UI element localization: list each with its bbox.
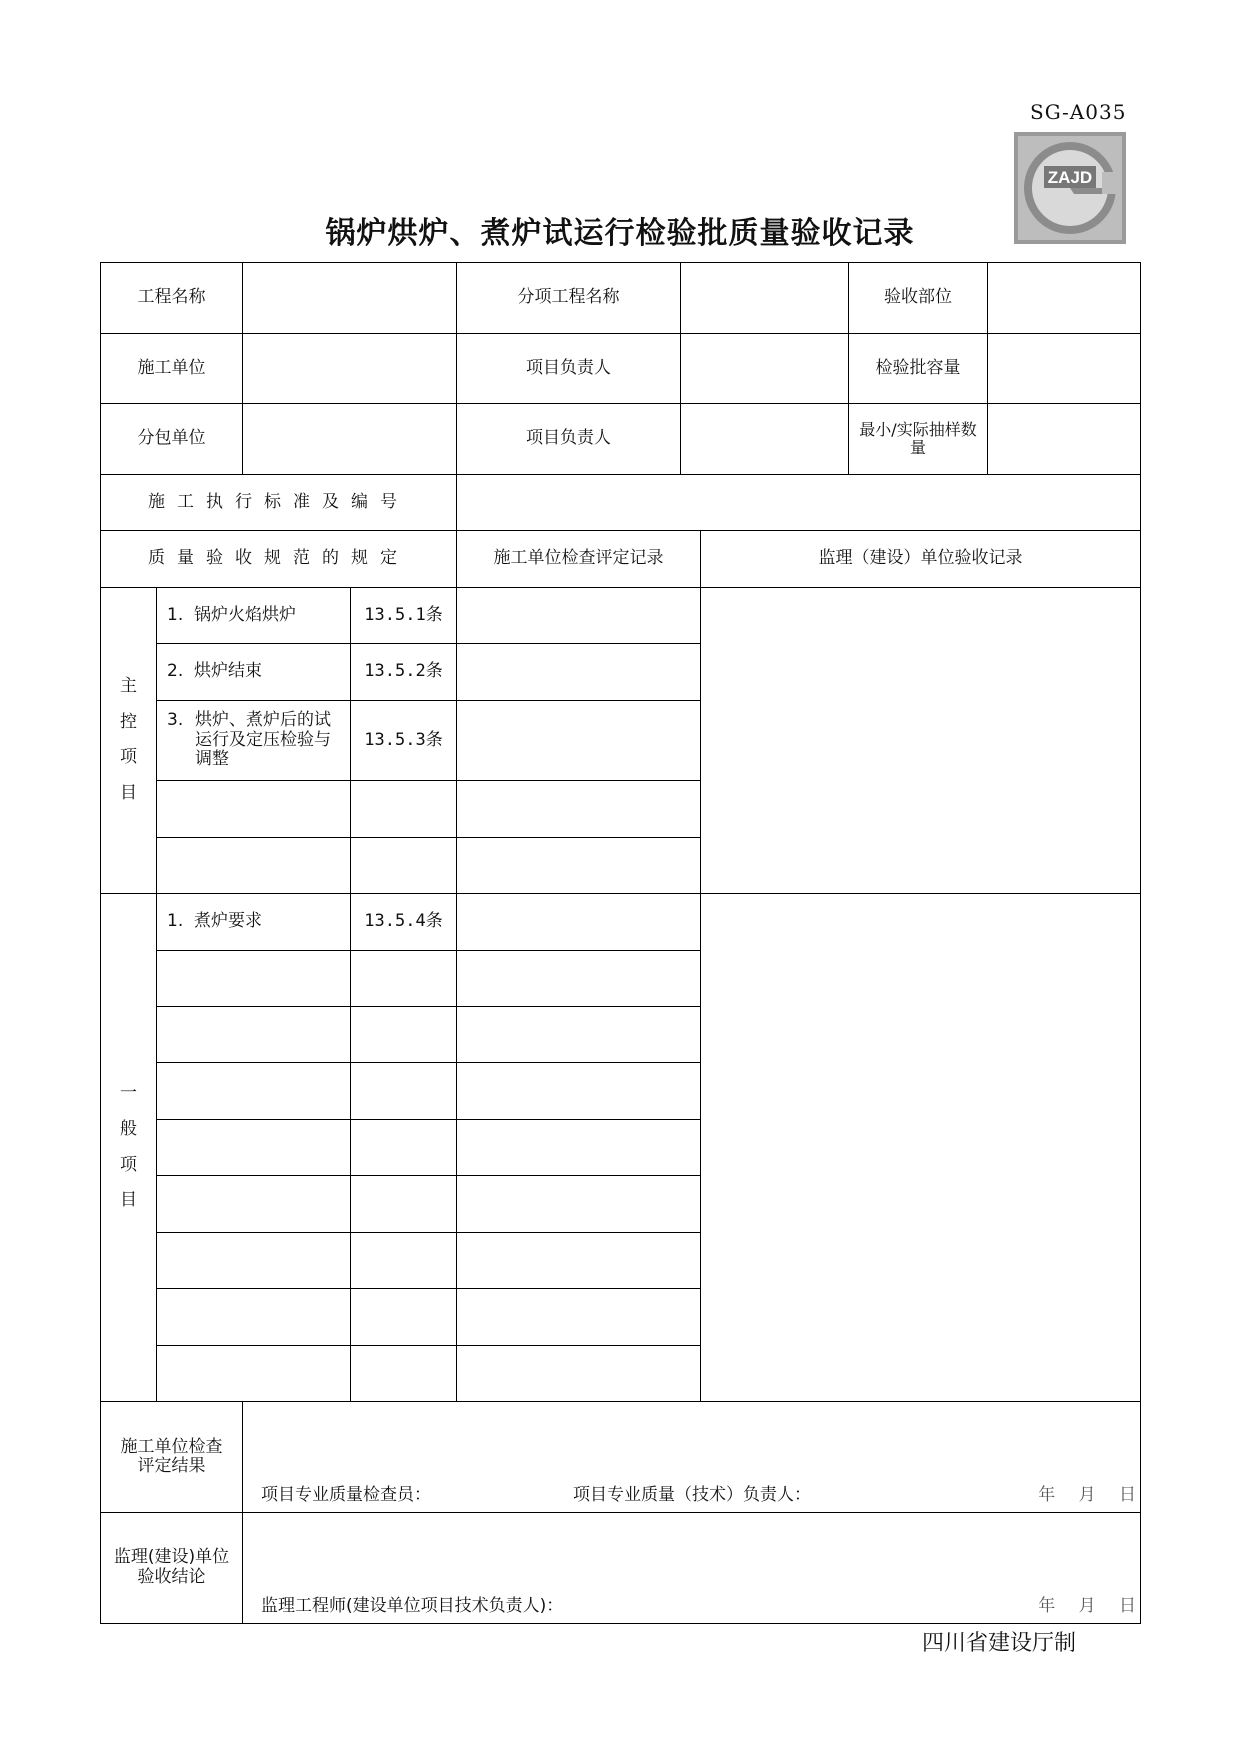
standard-field[interactable] <box>457 474 1141 530</box>
sample-count-cell <box>849 404 1141 475</box>
general-item-empty[interactable] <box>157 1289 351 1345</box>
main-item-empty[interactable] <box>157 781 351 837</box>
project-leader-field-2[interactable] <box>681 404 849 475</box>
general-item-empty-record[interactable] <box>457 1232 701 1288</box>
general-item-empty-record[interactable] <box>457 1289 701 1345</box>
result-label: 施工单位检查评定结果 <box>101 1402 243 1513</box>
subcontract-unit-label: 分包单位 <box>101 404 243 475</box>
subcontract-unit-field[interactable] <box>243 404 457 475</box>
general-item-empty-record[interactable] <box>457 1006 701 1062</box>
main-supervision-record[interactable] <box>701 587 1141 893</box>
standard-label: 施工执行标准及编号 <box>101 474 457 530</box>
general-item-empty-record[interactable] <box>457 1063 701 1119</box>
main-item-3-clause: 13.5.3条 <box>351 700 457 781</box>
general-item-empty-clause[interactable] <box>351 1289 457 1345</box>
main-item-empty-record[interactable] <box>457 781 701 837</box>
general-item-1: 1. 煮炉要求 <box>157 894 351 950</box>
sample-count-label: 最小/实际抽样数量 <box>849 404 988 474</box>
general-item-empty[interactable] <box>157 1232 351 1288</box>
spec-column-header: 质量验收规范的规定 <box>101 531 457 587</box>
main-item-1: 1. 锅炉火焰烘炉 <box>157 587 351 643</box>
acceptance-form <box>100 262 1141 1624</box>
general-item-1-record[interactable] <box>457 894 701 950</box>
logo-text: ZAJD <box>1047 168 1093 187</box>
acceptance-part-cell <box>849 263 1141 334</box>
general-item-empty-record[interactable] <box>457 1119 701 1175</box>
acceptance-part-label: 验收部位 <box>849 263 988 333</box>
main-item-1-record[interactable] <box>457 587 701 643</box>
supervising-engineer-label: 监理工程师(建设单位项目技术负责人)： <box>261 1596 564 1617</box>
general-item-empty-record[interactable] <box>457 950 701 1006</box>
general-item-empty-clause[interactable] <box>351 1119 457 1175</box>
sub-project-field[interactable] <box>681 263 849 334</box>
project-leader-label: 项目负责人 <box>457 333 681 404</box>
doc-code: SG-A035 <box>1030 100 1127 124</box>
main-item-1-clause: 13.5.1条 <box>351 587 457 643</box>
conclusion-field[interactable] <box>243 1513 1141 1624</box>
main-item-3-record[interactable] <box>457 700 701 781</box>
supervision-record-header: 监理（建设）单位验收记录 <box>701 531 1141 587</box>
result-field[interactable] <box>243 1402 1141 1513</box>
result-date: 年 月 日 <box>1038 1485 1136 1506</box>
project-leader-label-2: 项目负责人 <box>457 404 681 475</box>
main-item-empty-clause[interactable] <box>351 837 457 893</box>
general-item-empty-clause[interactable] <box>351 950 457 1006</box>
general-item-empty[interactable] <box>157 950 351 1006</box>
batch-capacity-field[interactable] <box>988 334 1141 404</box>
general-item-empty[interactable] <box>157 1063 351 1119</box>
general-item-empty-record[interactable] <box>457 1345 701 1401</box>
sub-project-label: 分项工程名称 <box>457 263 681 334</box>
main-item-empty-record[interactable] <box>457 837 701 893</box>
general-item-empty[interactable] <box>157 1006 351 1062</box>
general-item-empty-clause[interactable] <box>351 1006 457 1062</box>
quality-leader-label: 项目专业质量（技术）负责人： <box>573 1485 811 1506</box>
general-item-empty-clause[interactable] <box>351 1176 457 1232</box>
general-item-empty-clause[interactable] <box>351 1345 457 1401</box>
main-item-empty[interactable] <box>157 837 351 893</box>
project-name-label: 工程名称 <box>101 263 243 334</box>
general-items-label: 一般项目 <box>101 894 157 1402</box>
main-item-2-clause: 13.5.2条 <box>351 644 457 700</box>
page-title: 锅炉烘炉、煮炉试运行检验批质量验收记录 <box>325 216 915 251</box>
sample-count-field[interactable] <box>988 404 1141 474</box>
main-items-label: 主控项目 <box>101 587 157 893</box>
project-leader-field[interactable] <box>681 333 849 404</box>
quality-inspector-label: 项目专业质量检查员： <box>261 1485 431 1506</box>
general-item-empty-clause[interactable] <box>351 1232 457 1288</box>
project-name-field[interactable] <box>243 263 457 334</box>
conclusion-label: 监理(建设)单位验收结论 <box>101 1513 243 1624</box>
general-item-empty[interactable] <box>157 1345 351 1401</box>
main-item-empty-clause[interactable] <box>351 781 457 837</box>
main-item-3: 3. 烘炉、煮炉后的试运行及定压检验与调整 <box>157 700 351 781</box>
general-item-empty[interactable] <box>157 1119 351 1175</box>
conclusion-date: 年 月 日 <box>1038 1596 1136 1617</box>
general-item-empty-clause[interactable] <box>351 1063 457 1119</box>
construction-record-header: 施工单位检查评定记录 <box>457 531 701 587</box>
construction-unit-label: 施工单位 <box>101 333 243 404</box>
acceptance-part-field[interactable] <box>988 263 1141 333</box>
construction-unit-field[interactable] <box>243 333 457 404</box>
batch-capacity-label: 检验批容量 <box>849 334 988 404</box>
issuer-footer: 四川省建设厅制 <box>922 1631 1077 1656</box>
main-item-2-record[interactable] <box>457 644 701 700</box>
batch-capacity-cell <box>849 333 1141 404</box>
general-item-empty[interactable] <box>157 1176 351 1232</box>
general-item-1-clause: 13.5.4条 <box>351 894 457 950</box>
general-item-empty-record[interactable] <box>457 1176 701 1232</box>
general-supervision-record[interactable] <box>701 894 1141 1402</box>
main-item-2: 2. 烘炉结束 <box>157 644 351 700</box>
